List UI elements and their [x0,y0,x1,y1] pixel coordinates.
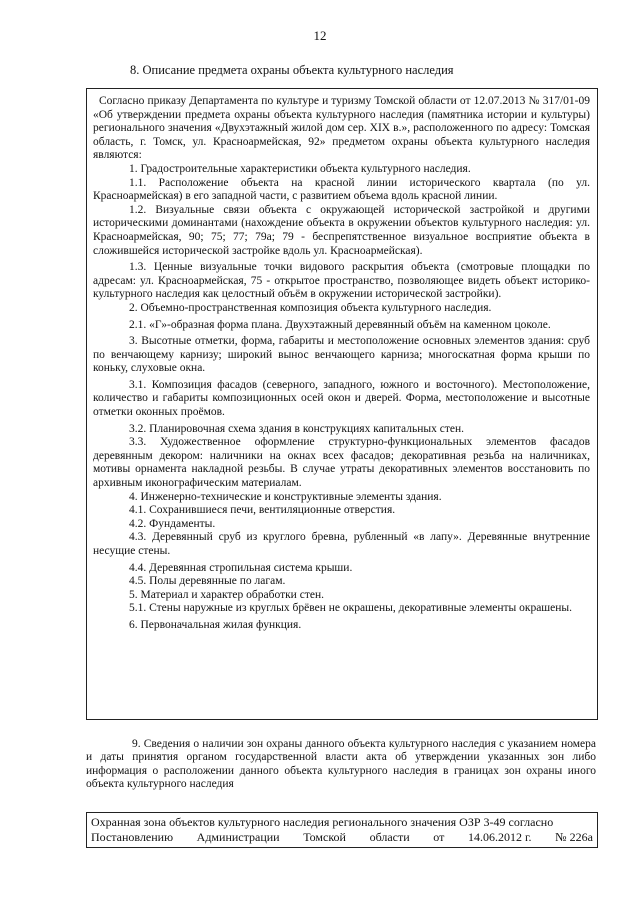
list-item: 3.3. Художественное оформление структурно-функциональных элементов фасадов деревянным декором: наличники на окнах всех фасадов; декоративная резьба на наличниках, мотивы орнамента накладной резьбы. В случае утраты декоративных элементов восстановить по архивным иконографическим материалам. [93,436,590,490]
protection-zone-line-2 [91,830,593,845]
list-item: 3.2. Планировочная схема здания в конструкциях капитальных стен. [129,422,464,435]
section-8-heading: 8. Описание предмета охраны объекта культурного наследия [130,63,454,77]
list-item: 4.4. Деревянная стропильная система крыши. [129,561,353,574]
list-item: 3. Высотные отметки, форма, габариты и местоположение основных элементов здания: сруб по венчающему карнизу; широкий вынос венчающего карниза; многоскатная форма крыши по коньку, слуховые окна. [93,335,590,375]
list-item: 1.2. Визуальные связи объекта с окружающей исторической застройкой и другими историческими доминантами (нахождение объекта в окружении объектов культурного наследия: ул. Красноармейская, 90; 75; 77; 79а; 79 - беспрепятственное визуальное восприятие объекта в сложившейся исторической застройке вдоль ул. Красноармейская). [93,203,590,257]
list-item: 5.1. Стены наружные из круглых брёвен не окрашены, декоративные элементы окрашены. [129,602,573,615]
protection-zone-box [86,812,598,848]
protection-zone-line-1: Охранная зона объектов культурного наследия регионального значения ОЗР 3-49 согласно [91,815,554,829]
word: Постановлению [91,829,174,844]
word: области [369,829,410,844]
list-item: 4.3. Деревянный сруб из круглого бревна, рубленный «в лапу». Деревянные внутренние несущие стены. [93,531,590,557]
list-item: 1.1. Расположение объекта на красной линии исторического квартала (по ул. Красноармейская) в его западной части, с развитием объема вдоль красной линии. [93,176,590,203]
list-item: 4.5. Полы деревянные по лагам. [129,575,286,588]
word: Томской [303,829,346,844]
intro-paragraph: Согласно приказу Департамента по культуре и туризму Томской области от 12.07.2013 № 317/01-09 «Об утверждении предмета охраны объекта культурного наследия (памятника истории и культуры) регионального значения «Двухэтажный жилой дом сер. XIX в.», расположенного по адресу: Томская область, г. Томск, ул. Красноармейская, 92» предметом охраны объекта культурного наследия являются: [93,95,590,162]
list-item: 2. Объемно-пространственная композиция объекта культурного наследия. [129,301,492,314]
list-item: 4.1. Сохранившиеся печи, вентиляционные отверстия. [129,504,396,517]
list-item: 5. Материал и характер обработки стен. [129,588,324,601]
list-item: 6. Первоначальная жилая функция. [129,618,302,631]
word: 14.06.2012 г. [467,829,532,844]
word: № 226а [555,829,593,844]
list-item: 3.1. Композиция фасадов (северного, западного, южного и восточного). Местоположение, количество и габариты композиционных осей окон и дверей. Форма, местоположение и высотные отметки оконных проёмов. [93,378,590,419]
list-item: 4. Инженерно-технические и конструктивные элементы здания. [129,490,442,503]
section-9-text: 9. Сведения о наличии зон охраны данного объекта культурного наследия с указанием номера и даты принятия органом государственной власти акта об утверждении указанных зон либо информация о расположении данного объекта культурного наследия в границах зон охраны иного объекта культурного наследия [86,738,596,791]
word: от [433,829,445,844]
word: Администрации [196,829,280,844]
protection-subject-box [86,88,598,720]
list-item: 1. Градостроительные характеристики объекта культурного наследия. [129,162,471,175]
list-item: 2.1. «Г»-образная форма плана. Двухэтажный деревянный объём на каменном цоколе. [129,318,551,331]
page-number: 12 [313,28,327,43]
list-item: 1.3. Ценные визуальные точки видового раскрытия объекта (смотровые площадки по адресам: ул. Красноармейская, 75 - открытое пространство, позволяющее видеть объект историко-культурного наследия как целостный объём в окружении исторической застройки). [93,261,590,301]
list-item: 4.2. Фундаменты. [129,517,216,530]
